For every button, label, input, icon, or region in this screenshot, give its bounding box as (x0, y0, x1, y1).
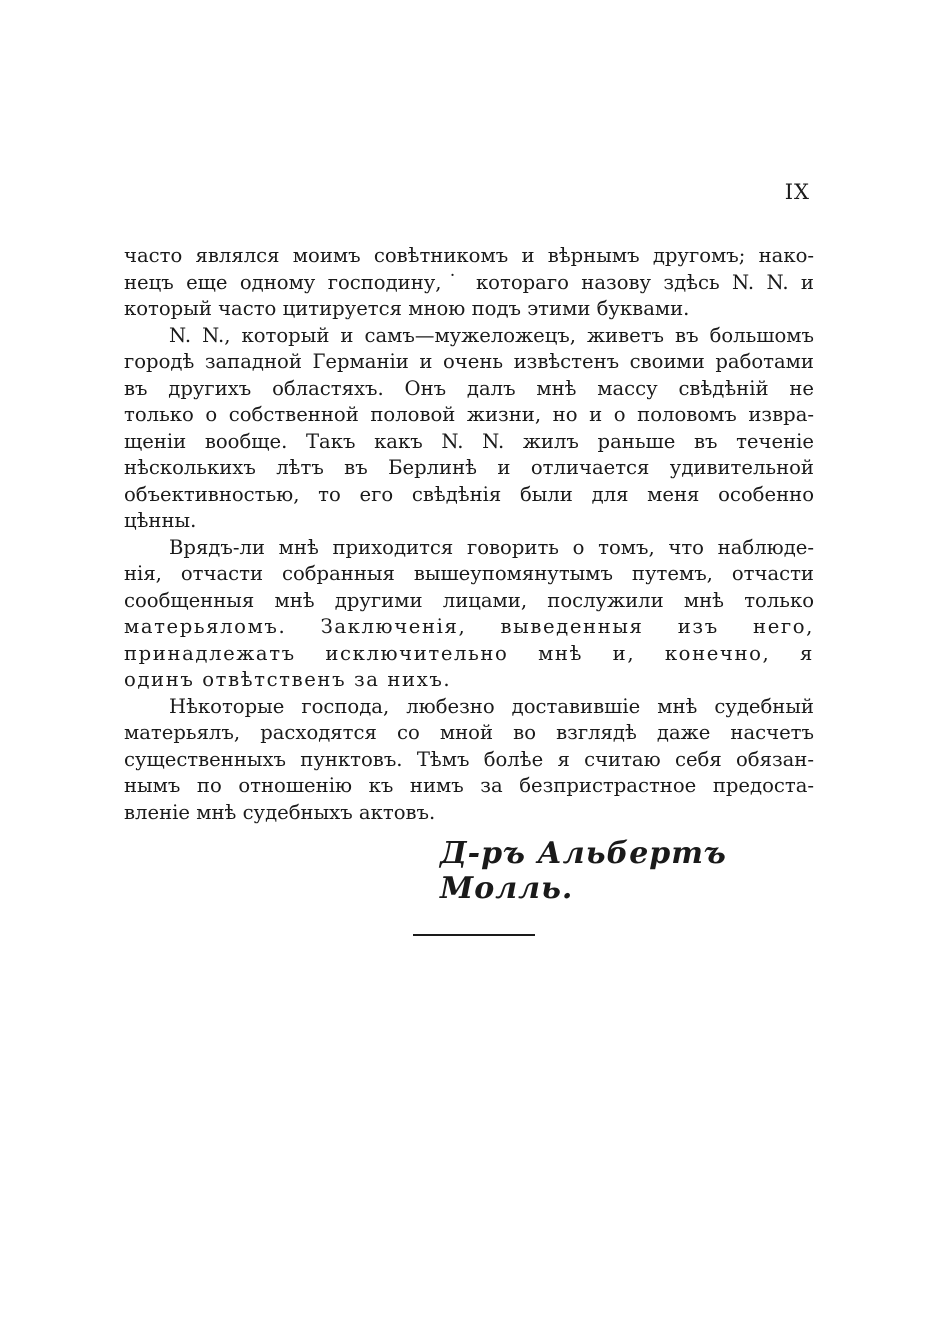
text-line: объективностью, то его свѣдѣнія были для меня особенно (124, 482, 814, 506)
text-line: одинъ отвѣтственъ за нихъ. (124, 668, 452, 691)
text-line: N. N., который и самъ—мужеложецъ, живетъ въ большомъ (169, 323, 814, 347)
text-line: цѣнны. (124, 509, 197, 532)
closing-rule (413, 934, 535, 936)
text-line: Врядъ-ли мнѣ приходится говорить о томъ, что наблюде- (169, 535, 814, 559)
text-line: Нѣкоторые господа, любезно доставившіе мнѣ судебный (169, 694, 814, 718)
text-line: нія, отчасти собранныя вышеупомянутымъ путемъ, отчасти (124, 562, 814, 585)
text-line: матерьяломъ. Заключенія, выведенныя изъ него, (124, 615, 814, 638)
text-line: сообщенныя мнѣ другими лицами, послужили мнѣ только (124, 588, 814, 612)
text-line: нецъ еще одному господину,˙ котораго назову здѣсь N. N. и (124, 270, 814, 294)
body-text (124, 243, 814, 826)
text-line: нымъ по отношенію къ нимъ за безпристрастное предоста- (124, 774, 814, 797)
text-line: городѣ западной Германіи и очень извѣстенъ своими работами (124, 350, 814, 373)
text-line: который часто цитируется мною подъ этими буквами. (124, 297, 690, 320)
signature: Д-ръ Альбертъ Молль. (440, 836, 727, 906)
text-line: принадлежатъ исключительно мнѣ и, конечно, я (124, 641, 814, 665)
page-number: IX (784, 180, 810, 204)
text-line: щеніи вообще. Такъ какъ N. N. жилъ раньше въ теченіе (124, 429, 814, 453)
text-line: нѣсколькихъ лѣтъ въ Берлинѣ и отличается удивительной (124, 456, 814, 479)
text-line: матерьялъ, расходятся со мной во взглядѣ даже насчетъ (124, 721, 814, 744)
text-line: вленіе мнѣ судебныхъ актовъ. (124, 800, 436, 824)
text-line: часто являлся моимъ совѣтникомъ и вѣрнымъ другомъ; нако- (124, 244, 814, 267)
text-line: въ другихъ областяхъ. Онъ далъ мнѣ массу свѣдѣній не (124, 376, 814, 400)
text-line: существенныхъ пунктовъ. Тѣмъ болѣе я считаю себя обязан- (124, 747, 814, 771)
text-line: только о собственной половой жизни, но и о половомъ извра- (124, 403, 814, 426)
